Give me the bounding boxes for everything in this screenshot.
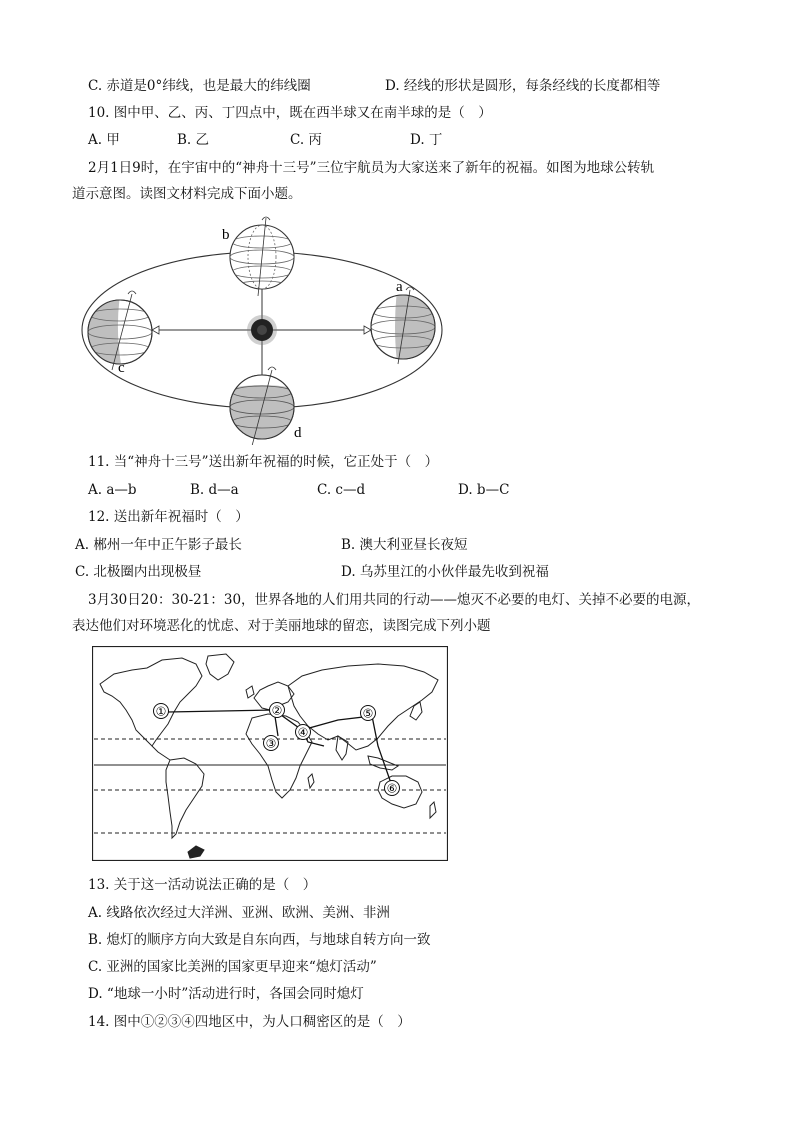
sun-icon — [247, 315, 277, 345]
q10-option-b: B. 乙 — [177, 132, 210, 148]
q12-option-a: A. 郴州一年中正午影子最长 — [75, 537, 242, 553]
earth-orbit-diagram — [80, 210, 450, 445]
q12-option-d: D. 乌苏里江的小伙伴最先收到祝福 — [341, 564, 549, 580]
svg-text:⑥: ⑥ — [386, 781, 398, 796]
intro2-line2: 表达他们对环境恶化的忧虑、对于美丽地球的留恋，读图完成下列小题 — [72, 618, 491, 634]
earth-a — [371, 287, 440, 364]
q9-option-c: C. 赤道是0°纬线，也是最大的纬线圈 — [88, 78, 311, 94]
q10-stem: 10. 图中甲、乙、丙、丁四点中，既在西半球又在南半球的是（ ） — [88, 105, 492, 121]
earth-b — [230, 217, 294, 296]
q12-stem: 12. 送出新年祝福时（ ） — [88, 509, 249, 525]
q13-option-c: C. 亚洲的国家比美洲的国家更早迎来“熄灯活动” — [88, 959, 377, 975]
arrow-left — [152, 326, 159, 334]
q12-option-c: C. 北极圈内出现极昼 — [75, 564, 202, 580]
q10-option-d: D. 丁 — [410, 132, 443, 148]
marker-6 — [385, 781, 400, 796]
svg-text:④: ④ — [297, 725, 309, 740]
q11-option-d: D. b—C — [458, 482, 510, 498]
intro1-line1: 2月1日9时，在宇宙中的“神舟十三号”三位宇航员为大家送来了新年的祝福。如图为地球公转轨 — [88, 160, 655, 176]
q13-stem: 13. 关于这一活动说法正确的是（ ） — [88, 877, 317, 893]
svg-text:①: ① — [155, 704, 167, 719]
orbit-label-a: a — [396, 279, 403, 295]
svg-text:③: ③ — [265, 736, 277, 751]
marker-3 — [264, 736, 279, 751]
q10-option-c: C. 丙 — [290, 132, 322, 148]
earth-c — [85, 291, 152, 370]
q11-option-b: B. d—a — [190, 482, 239, 498]
svg-text:⑤: ⑤ — [362, 706, 374, 721]
q11-stem: 11. 当“神舟十三号”送出新年祝福的时候，它正处于（ ） — [88, 454, 439, 470]
q9-option-d: D. 经线的形状是圆形，每条经线的长度都相等 — [385, 78, 661, 94]
q13-option-b: B. 熄灯的顺序方向大致是自东向西，与地球自转方向一致 — [88, 932, 431, 948]
orbit-label-c: c — [118, 360, 125, 376]
intro2-line1: 3月30日20：30-21：30，世界各地的人们用共同的行动——熄灭不必要的电灯、关掉不必要的电源， — [88, 592, 701, 608]
q11-option-a: A. a—b — [88, 482, 137, 498]
q14-stem: 14. 图中①②③④四地区中，为人口稠密区的是（ ） — [88, 1014, 411, 1030]
q13-option-d: D. “地球一小时”活动进行时，各国会同时熄灯 — [88, 986, 364, 1002]
marker-1 — [154, 704, 169, 719]
svg-text:②: ② — [271, 703, 283, 718]
marker-4 — [296, 725, 311, 740]
orbit-label-d: d — [294, 425, 302, 441]
intro1-line2: 道示意图。读图文材料完成下面小题。 — [72, 186, 302, 202]
marker-2 — [270, 703, 285, 718]
q11-option-c: C. c—d — [317, 482, 366, 498]
q10-option-a: A. 甲 — [88, 132, 120, 148]
orbit-label-b: b — [222, 227, 230, 243]
earth-d — [228, 367, 298, 445]
q13-option-a: A. 线路依次经过大洋洲、亚洲、欧洲、美洲、非洲 — [88, 905, 390, 921]
marker-5 — [361, 706, 376, 721]
q12-option-b: B. 澳大利亚昼长夜短 — [341, 537, 468, 553]
arrow-right — [364, 326, 371, 334]
world-map-diagram — [92, 646, 448, 861]
